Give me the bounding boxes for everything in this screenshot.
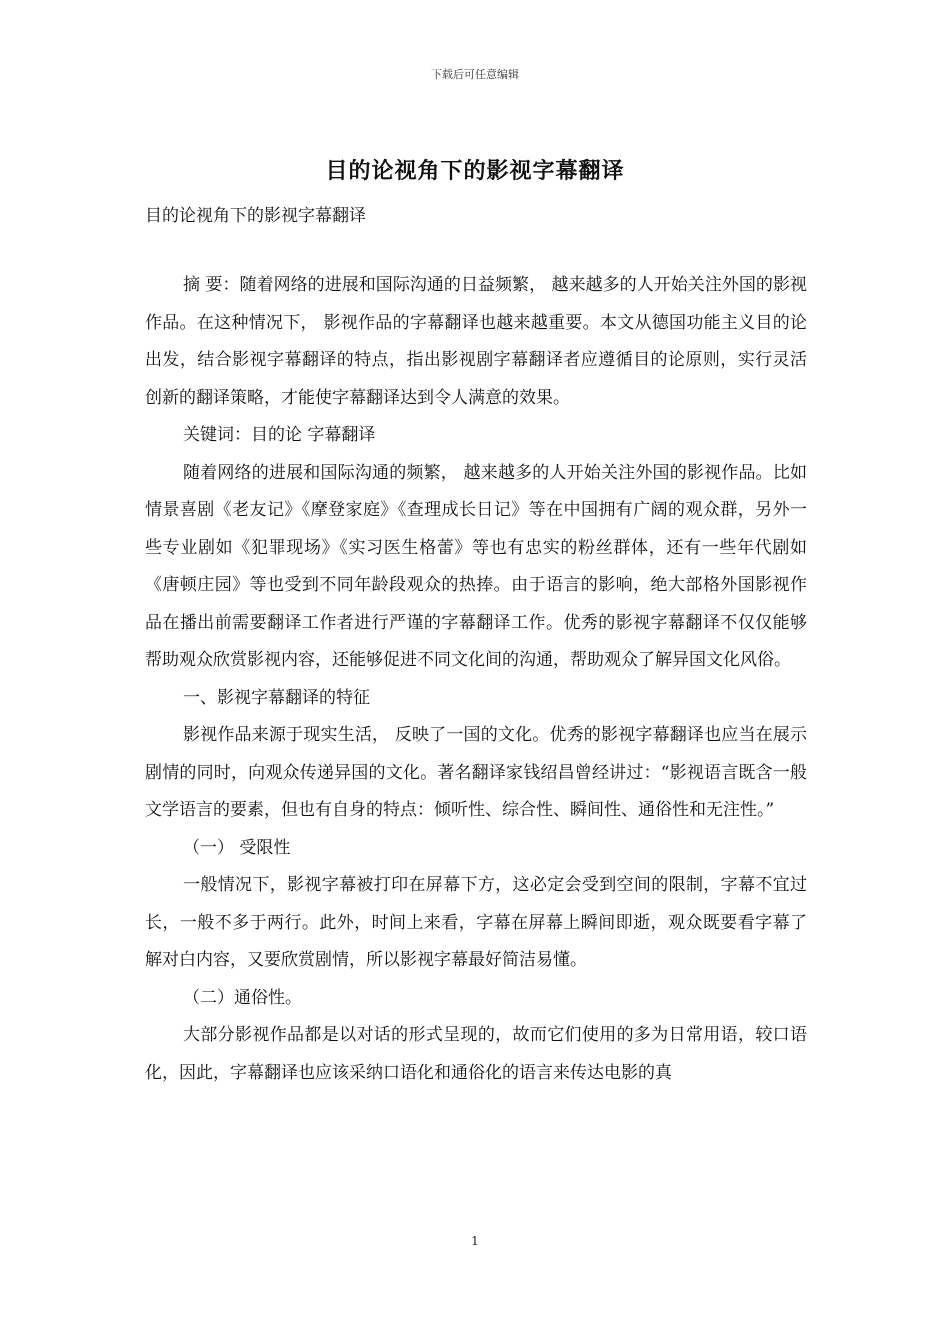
intro-paragraph: 随着网络的进展和国际沟通的频繁， 越来越多的人开始关注外国的影视作品。比如情景喜剧《老友记》《摩登家庭》《查理成长日记》等在中国拥有广阔的观众群，另外一些专业剧如《犯罪现场》《实习医生格蕾》等也有忠实的粉丝群体，还有一些年代剧如《唐顿庄园》等也受到不同年龄段观众的热捧。由于语言的影响，绝大部格外国影视作品在播出前需要翻译工作者进行严谨的字幕翻译工作。优秀的影视字幕翻译不仅仅能够帮助观众欣赏影视内容，还能够促进不同文化间的沟通，帮助观众了解异国文化风俗。 [145,462,807,670]
abstract-paragraph: 摘 要：随着网络的进展和国际沟通的日益频繁， 越来越多的人开始关注外国的影视作品。在这种情况下， 影视作品的字幕翻译也越来越重要。本文从德国功能主义目的论出发，结合影视字幕翻译的特点，指出影视剧字幕翻译者应遵循目的论原则，实行灵活创新的翻译策略，才能使字幕翻译达到令人满意的效果。 [145,275,807,408]
subsection-heading: （一） 受限性 [183,837,291,858]
body-paragraph: 影视作品来源于现实生活， 反映了一国的文化。优秀的影视字幕翻译也应当在展示剧情的同时，向观众传递异国的文化。著名翻译家钱绍昌曾经讲过：“影视语言既含一般文学语言的要素，但也有自身的特点：倾听性、综合性、瞬间性、通俗性和无注性。” [145,725,807,820]
section-heading: 一、影视字幕翻译的特征 [183,687,370,708]
page-number: 1 [471,1234,479,1248]
header-note: 下载后可任意编辑 [431,68,519,81]
keywords-line: 关键词：目的论 字幕翻译 [183,425,376,445]
document-subtitle: 目的论视角下的影视字幕翻译 [145,206,366,226]
body-paragraph: 大部分影视作品都是以对话的形式呈现的，故而它们使用的多为日常用语，较口语化，因此，字幕翻译也应该采纳口语化和通俗化的语言来传达电影的真 [145,1025,807,1083]
document-title: 目的论视角下的影视字幕翻译 [325,159,625,184]
body-paragraph: 一般情况下，影视字幕被打印在屏幕下方，这必定会受到空间的限制，字幕不宜过长，一般不多于两行。此外，时间上来看，字幕在屏幕上瞬间即逝，观众既要看字幕了解对白内容，又要欣赏剧情，所以影视字幕最好简洁易懂。 [145,875,807,970]
subsection-heading: （二）通俗性。 [183,987,302,1008]
document-body [145,267,807,1092]
